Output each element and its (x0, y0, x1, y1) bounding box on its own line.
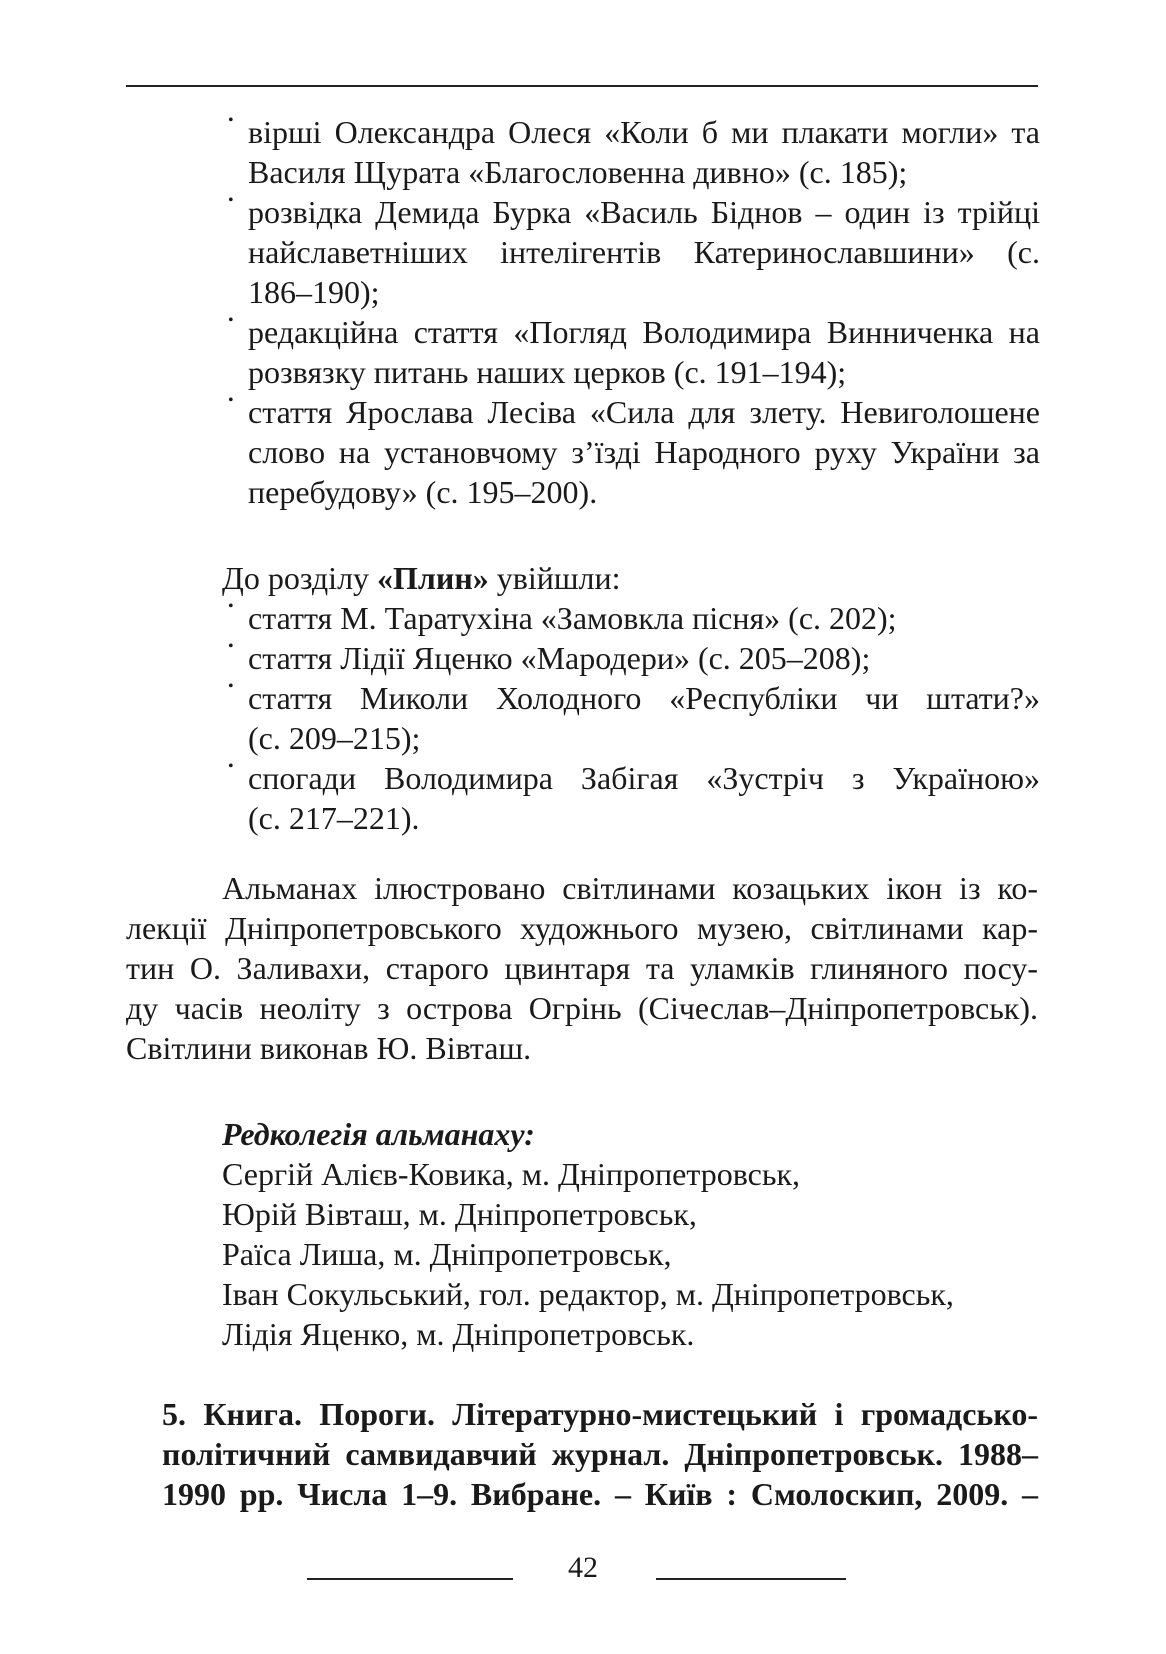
bibliography-entry (162, 1394, 1038, 1514)
bullet-icon: • (228, 638, 234, 655)
intro-text: увійшли: (488, 560, 621, 596)
list-item-line: стаття Миколи Холодного «Республіки чи штати?» (248, 680, 1040, 716)
body-paragraph (126, 868, 1038, 1068)
paragraph-line: Світлини виконав Ю. Вівташ. (126, 1030, 532, 1066)
bullet-icon: • (228, 758, 234, 775)
paragraph-line: Альманах ілюстровано світлинами козацьких ікон із ко- (222, 870, 1038, 906)
list-item (228, 678, 1040, 758)
footer-rule-left (307, 1578, 513, 1580)
list-item-line: найславетніших інтелігентів Катеринославшини» (с. (248, 234, 1040, 270)
list-item-line: перебудову» (с. 195–200). (248, 474, 598, 510)
list-item-line: 186–190); (248, 274, 380, 310)
list-item-line: розвязку питань наших церков (с. 191–194); (248, 354, 847, 390)
list-item-line: спогади Володимира Забігая «Зустріч з Україною» (248, 760, 1040, 796)
bullet-icon: • (228, 192, 234, 209)
list-item-line: слово на установчому з’їзді Народного руху України за (248, 434, 1040, 470)
list-item-line: Василя Щурата «Благословенна дивно» (с. 185); (248, 154, 908, 190)
editor-name: Раїса Лиша, м. Дніпропетровськ, (222, 1236, 672, 1272)
reference-line: 1990 рр. Числа 1–9. Вибране. – Київ : Смолоскип, 2009. – (162, 1476, 1038, 1512)
bullet-icon: • (228, 392, 234, 409)
list-item (228, 598, 1040, 638)
reference-line: 5. Книга. Пороги. Літературно-мистецький і громадсько- (162, 1396, 1038, 1432)
editorial-board (222, 1114, 954, 1354)
list-item-line: стаття Лідії Яценко «Мародери» (с. 205–208); (248, 640, 871, 676)
list-item-line: розвідка Демида Бурка «Василь Біднов – один із трійці (248, 194, 1040, 230)
list-item-line: редакційна стаття «Погляд Володимира Винниченка на (248, 314, 1040, 350)
bullet-icon: • (228, 598, 234, 615)
list-item-line: (с. 209–215); (248, 720, 421, 756)
editorial-board-title: Редколегія альманаху: (222, 1116, 535, 1152)
editor-name: Лідія Яценко, м. Дніпропетровськ. (222, 1316, 695, 1352)
paragraph-line: ду часів неоліту з острова Огрінь (Січеслав–Дніпропетровськ). (126, 990, 1038, 1026)
list-item (228, 312, 1040, 392)
bullet-icon: • (228, 112, 234, 129)
header-rule (126, 85, 1038, 87)
bullet-icon: • (228, 678, 234, 695)
paragraph-line: лекції Дніпропетровського художнього музею, світлинами кар- (126, 910, 1038, 946)
list-item (228, 758, 1040, 838)
list-item (228, 192, 1040, 312)
reference-line: політичний самвидавчий журнал. Дніпропетровськ. 1988– (162, 1436, 1038, 1472)
page-number: 42 (568, 1551, 598, 1584)
list-item-line: (с. 217–221). (248, 800, 420, 836)
editor-name: Сергій Алієв-Ковика, м. Дніпропетровськ, (222, 1156, 800, 1192)
list-item-line: вірші Олександра Олеся «Коли б ми плакати могли» та (248, 114, 1040, 150)
editor-name: Іван Сокульський, гол. редактор, м. Дніпропетровськ, (222, 1276, 954, 1312)
list-item (228, 392, 1040, 512)
section-name: «Плин» (377, 560, 489, 596)
list-item (228, 638, 1040, 678)
bullet-list-2 (228, 598, 1040, 838)
paragraph-line: тин О. Заливахи, старого цвинтаря та уламків глиняного посу- (126, 950, 1038, 986)
section-intro (222, 558, 621, 598)
list-item (228, 112, 1040, 192)
editor-name: Юрій Вівташ, м. Дніпропетровськ, (222, 1196, 697, 1232)
list-item-line: стаття Ярослава Лесіва «Сила для злету. Невиголошене (248, 394, 1040, 430)
intro-text: До розділу (222, 560, 378, 596)
bullet-list-1 (228, 112, 1040, 512)
bullet-icon: • (228, 312, 234, 329)
page-footer (0, 1551, 1166, 1591)
list-item-line: стаття М. Таратухіна «Замовкла пісня» (с. 202); (248, 600, 897, 636)
footer-rule-right (656, 1578, 846, 1580)
